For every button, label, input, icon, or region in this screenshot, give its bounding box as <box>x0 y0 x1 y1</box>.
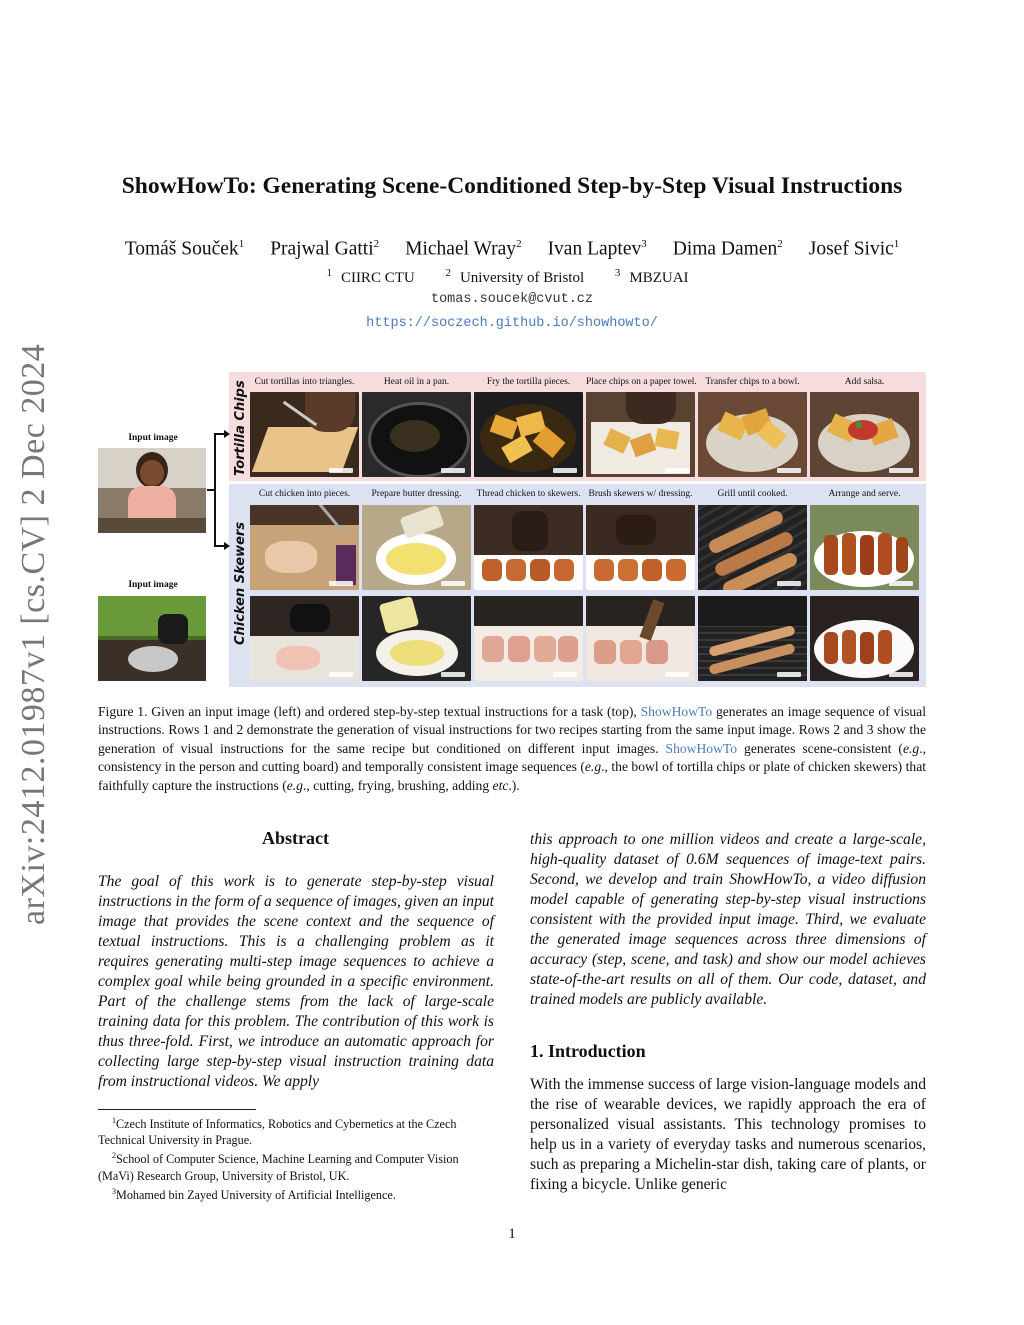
row1-images <box>250 392 919 477</box>
affiliation: $^3$ MBZUAI <box>614 267 689 286</box>
input-image-label: Input image <box>128 580 178 590</box>
contact-email: tomas.soucek@cvut.cz <box>430 292 594 307</box>
affiliation: $^2$ University of Bristol <box>445 267 585 286</box>
step-image <box>362 505 471 590</box>
row2-images <box>250 505 919 590</box>
footnote-rule <box>98 1109 256 1110</box>
step-caption: Fry the tortilla pieces. <box>486 377 571 387</box>
input-image-label: Input image <box>128 433 178 443</box>
author: Dima Damen$^2$ <box>672 238 783 260</box>
row-label-chicken: Chicken Skewers <box>233 521 248 645</box>
step-caption: Add salsa. <box>844 377 885 387</box>
showhowto-link[interactable]: ShowHowTo <box>665 740 738 756</box>
step-caption: Prepare butter dressing. <box>371 489 462 499</box>
figure-caption: Figure 1. Given an input image (left) and ordered step-by-step textual instructions for a task (top), ShowHowTo generates an image sequence of visual instructions. Rows 1 and 2 demonstrate the generation of visual instructions for two recipes starting from the same input image. Rows 2 and 3 show the generation of visual instructions for the same recipe but conditioned on different input images. ShowHowTo generates scene-consistent (e.g., consistency in the person and cutting board) and temporally consistent image sequences (e.g., the bowl of tortilla chips or plate of chicken skewers) that faithfully capture the instructions (e.g., cutting, frying, brushing, adding etc.). <box>98 704 927 793</box>
row1-step-captions <box>250 377 919 387</box>
step-caption: Grill until cooked. <box>717 489 788 499</box>
footnote: $^1$Czech Institute of Informatics, Robotics and Cybernetics at the Czech Technical University in Prague. <box>98 1116 457 1148</box>
arxiv-stamp: arXiv:2412.01987v1 [cs.CV] 2 Dec 2024 <box>15 343 52 925</box>
input-image <box>98 596 206 681</box>
step-caption: Arrange and serve. <box>828 489 901 499</box>
abstract-text-right: this approach to one million videos and create a large-scale, high-quality dataset of 0.6M sequences of image-text pairs. Second, we develop and train ShowHowTo, a video diffusion model capable of generating step-by-step visual instructions consistent with the provided input image. Third, we evaluate the generated image sequences across three dimensions of accuracy (step, scene, and task) and show our model achieves state-of-the-art results on all of them. Our code, dataset, and trained models are publicly available. <box>530 831 926 1008</box>
input-image <box>98 448 206 533</box>
step-image <box>250 505 359 590</box>
step-image <box>474 505 583 590</box>
step-caption: Heat oil in a pan. <box>383 377 450 387</box>
step-image <box>586 392 695 477</box>
row2-step-captions <box>250 489 919 499</box>
page-number: 1 <box>508 1226 516 1242</box>
author: Ivan Laptev$^3$ <box>547 238 647 260</box>
row-label-tortilla: Tortilla Chips <box>233 380 248 476</box>
step-caption: Brush skewers w/ dressing. <box>588 489 693 499</box>
step-caption: Place chips on a paper towel. <box>586 377 697 387</box>
author: Prajwal Gatti$^2$ <box>270 238 380 260</box>
introduction-heading: 1. Introduction <box>530 1041 646 1061</box>
author: Tomáš Souček$^1$ <box>124 238 245 260</box>
step-image <box>810 505 919 590</box>
step-image <box>474 392 583 477</box>
abstract-heading: Abstract <box>262 828 329 848</box>
paper-title: ShowHowTo: Generating Scene-Conditioned Step-by-Step Visual Instructions <box>121 173 903 199</box>
showhowto-link[interactable]: ShowHowTo <box>640 704 713 719</box>
step-image <box>586 596 695 681</box>
step-image <box>698 392 807 477</box>
step-image <box>810 392 919 477</box>
author: Michael Wray$^2$ <box>405 238 522 260</box>
connector-arrows-icon <box>205 430 231 555</box>
footnote: $^2$School of Computer Science, Machine Learning and Computer Vision (MaVi) Research Group, University of Bristol, UK. <box>98 1151 459 1183</box>
introduction-text: With the immense success of large vision-language models and the rise of wearable devices, we rapidly approach the era of personalized visual assistants. This technology promises to help us in a variety of everyday tasks and numerous scenarios, such as preparing a Michelin-star dish, taking care of plants, or fixing a bicycle. Unlike generic <box>530 1076 926 1193</box>
step-image <box>698 596 807 681</box>
step-image <box>586 505 695 590</box>
step-caption: Thread chicken to skewers. <box>476 489 581 499</box>
affiliations <box>0 267 1024 287</box>
project-url-link[interactable]: https://soczech.github.io/showhowto/ <box>366 316 658 331</box>
step-image <box>250 596 359 681</box>
footnote: $^3$Mohamed bin Zayed University of Artificial Intelligence. <box>112 1186 396 1202</box>
row3-images <box>250 596 919 681</box>
footnotes <box>98 1113 494 1203</box>
step-caption: Cut chicken into pieces. <box>258 489 351 499</box>
step-caption: Cut tortillas into triangles. <box>254 377 355 387</box>
author-list <box>0 238 1024 261</box>
affiliation: $^1$ CIIRC CTU <box>326 267 415 286</box>
step-caption: Transfer chips to a bowl. <box>705 377 800 387</box>
author: Josef Sivic$^1$ <box>808 238 900 260</box>
step-image <box>362 392 471 477</box>
step-image <box>362 596 471 681</box>
step-image <box>250 392 359 477</box>
step-image <box>474 596 583 681</box>
step-image <box>810 596 919 681</box>
step-image <box>698 505 807 590</box>
abstract-text-left: The goal of this work is to generate step-by-step visual instructions in the form of a sequence of images, given an input image that provides the scene context and the sequence of textual instructions. This is a challenging problem as it requires generating multi-step image sequences to achieve a complex goal while being grounded in a specific environment. Part of the challenge stems from the lack of large-scale training data for this problem. The contribution of this work is thus three-fold. First, we introduce an automatic approach for collecting large step-by-step visual instruction training data from instructional videos. We apply <box>98 873 494 1090</box>
